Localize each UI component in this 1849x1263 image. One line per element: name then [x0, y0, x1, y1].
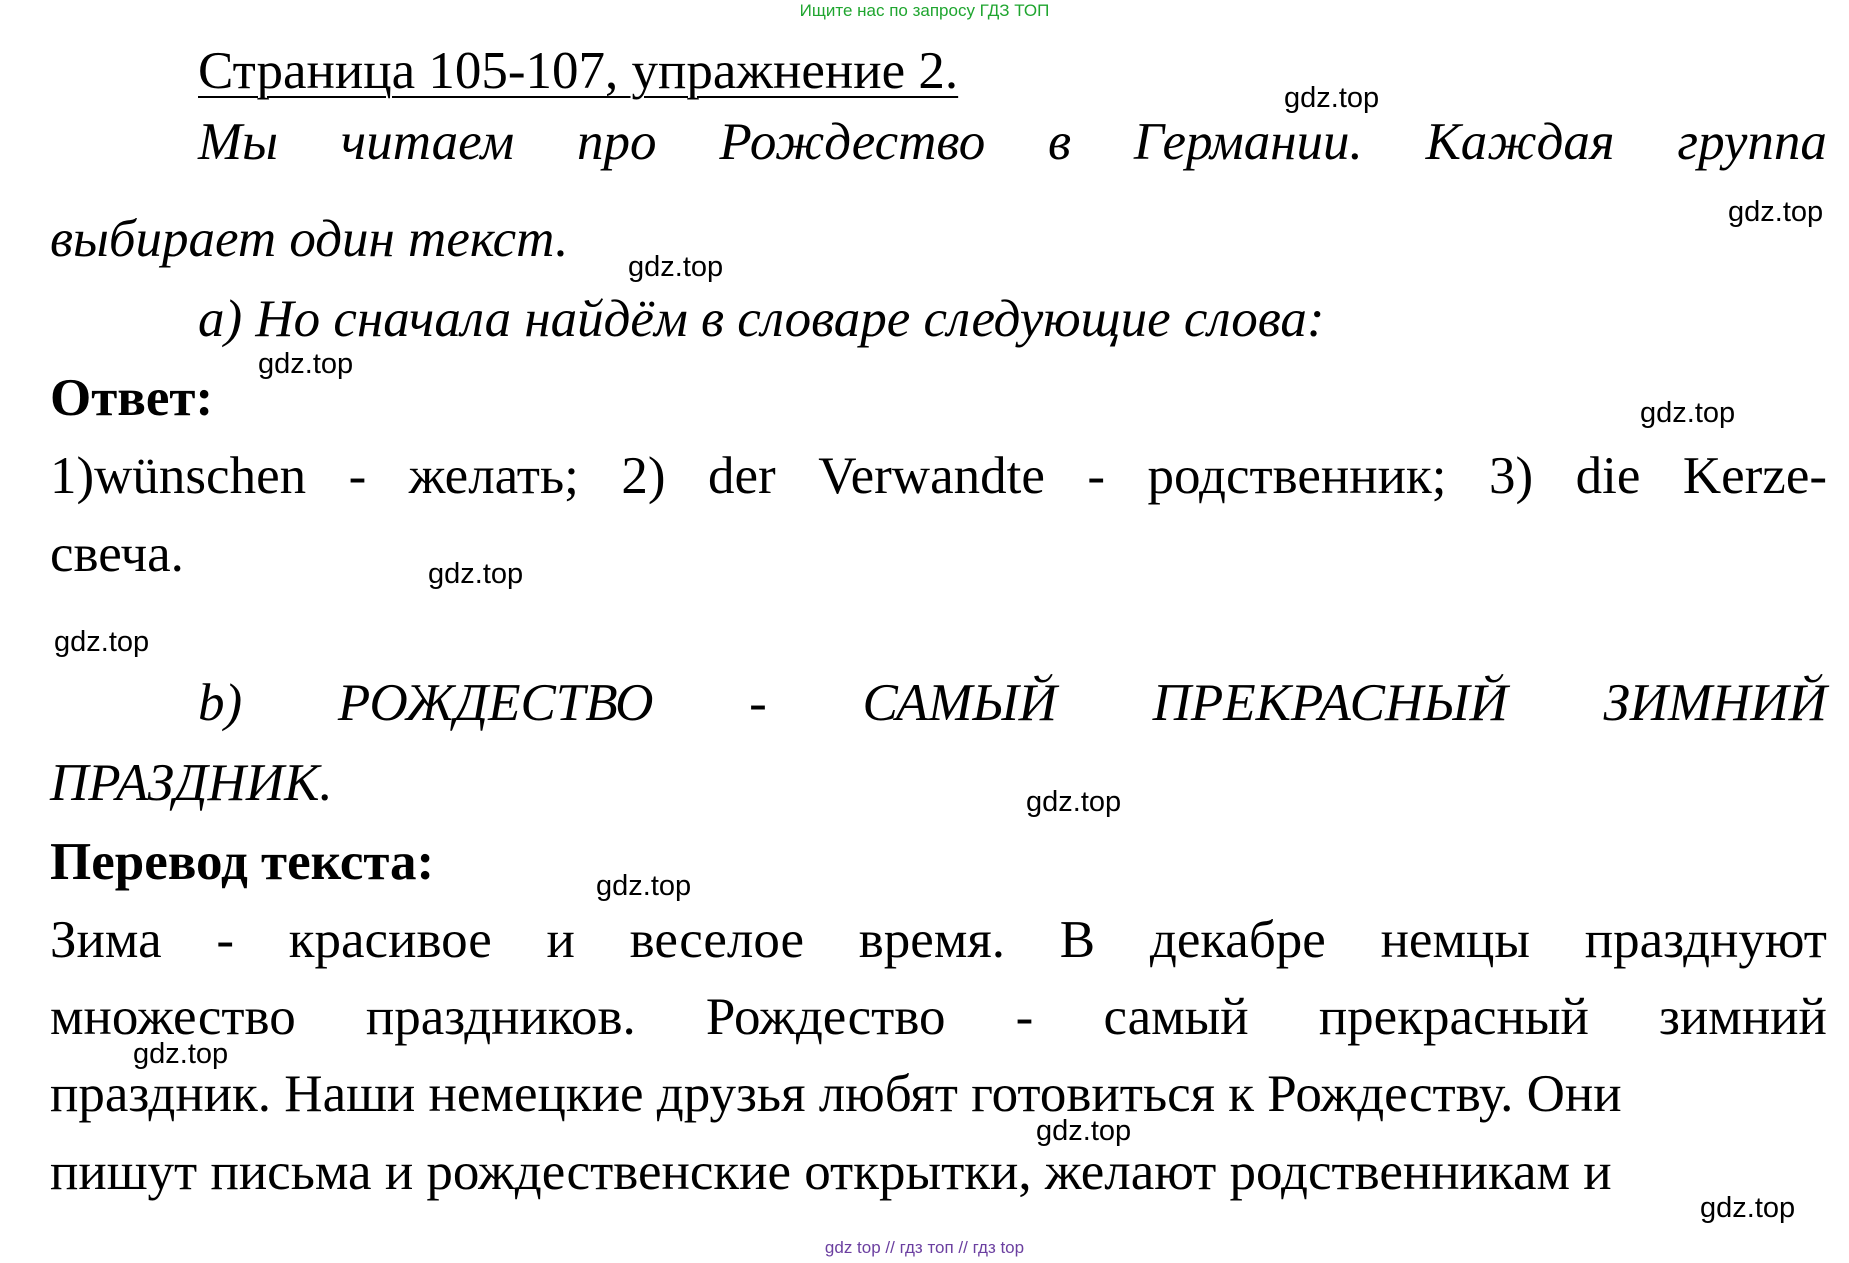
word: время.	[858, 911, 1005, 969]
word: желать;	[408, 447, 579, 505]
word: ЗИМНИЙ	[1603, 674, 1827, 732]
translation-heading: Перевод текста:	[50, 833, 435, 891]
watermark: gdz.top	[1036, 1115, 1132, 1147]
word: ПРЕКРАСНЫЙ	[1152, 674, 1508, 732]
word: читаем	[340, 113, 515, 171]
watermark: gdz.top	[54, 626, 150, 658]
translation-line-2	[50, 988, 1827, 1046]
intro-line-2: выбирает один текст.	[50, 210, 569, 268]
answer-heading: Ответ:	[50, 369, 214, 427]
word: праздников.	[365, 988, 636, 1046]
page-title: Страница 105-107, упражнение 2.	[198, 42, 959, 100]
watermark: gdz.top	[1640, 397, 1736, 429]
word: 3)	[1488, 447, 1534, 505]
word: 1)wünschen	[50, 447, 307, 505]
word: про	[577, 113, 657, 171]
word: В	[1059, 911, 1096, 969]
watermark: gdz.top	[596, 870, 692, 902]
watermark: gdz.top	[133, 1038, 229, 1070]
word: -	[216, 911, 235, 969]
word: САМЫЙ	[862, 674, 1057, 732]
word: празднуют	[1584, 911, 1827, 969]
watermark: gdz.top	[1284, 82, 1380, 114]
translation-line-4: пишут письма и рождественские открытки, желают родственникам и	[50, 1143, 1612, 1201]
word: в	[1048, 113, 1072, 171]
word: der	[708, 447, 776, 505]
word: Рождество	[705, 988, 946, 1046]
word: Рождество	[719, 113, 986, 171]
word: Германии.	[1133, 113, 1363, 171]
word: die	[1575, 447, 1641, 505]
word: множество	[50, 988, 296, 1046]
watermark: gdz.top	[428, 558, 524, 590]
word: и	[546, 911, 575, 969]
word: группа	[1677, 113, 1827, 171]
footer-links[interactable]: gdz top // гдз топ // гдз top	[824, 1238, 1025, 1257]
watermark: gdz.top	[1700, 1192, 1796, 1224]
word: веселое	[629, 911, 805, 969]
task-a: а) Но сначала найдём в словаре следующие слова:	[198, 290, 1325, 348]
word: 2)	[621, 447, 666, 505]
answer-line-1	[50, 447, 1827, 505]
word: -	[749, 674, 767, 732]
watermark: gdz.top	[1026, 786, 1122, 818]
word: -	[1087, 447, 1105, 505]
word: прекрасный	[1318, 988, 1589, 1046]
intro-line-1	[198, 113, 1827, 171]
word: b)	[198, 674, 243, 732]
word: самый	[1103, 988, 1249, 1046]
watermark: gdz.top	[628, 251, 724, 283]
watermark: gdz.top	[1728, 196, 1824, 228]
task-b-line-2: ПРАЗДНИК.	[50, 754, 333, 812]
word: родственник;	[1147, 447, 1447, 505]
word: Зима	[50, 911, 162, 969]
word: зимний	[1658, 988, 1827, 1046]
word: Каждая	[1425, 113, 1615, 171]
word: Verwandte	[818, 447, 1045, 505]
word: РОЖДЕСТВО	[337, 674, 654, 732]
word: -	[348, 447, 367, 505]
watermark: gdz.top	[258, 348, 354, 380]
word: немцы	[1380, 911, 1530, 969]
word: -	[1015, 988, 1034, 1046]
word: Kerze-	[1682, 447, 1827, 505]
task-b-line-1	[198, 674, 1827, 732]
answer-line-2: свеча.	[50, 525, 184, 583]
translation-line-3: праздник. Наши немецкие друзья любят готовиться к Рождеству. Они	[50, 1065, 1622, 1123]
word: декабре	[1149, 911, 1326, 969]
word: красивое	[288, 911, 492, 969]
top-banner[interactable]: Ищите нас по запросу ГДЗ ТОП	[799, 1, 1050, 20]
word: Мы	[198, 113, 279, 171]
translation-line-1	[50, 911, 1827, 969]
